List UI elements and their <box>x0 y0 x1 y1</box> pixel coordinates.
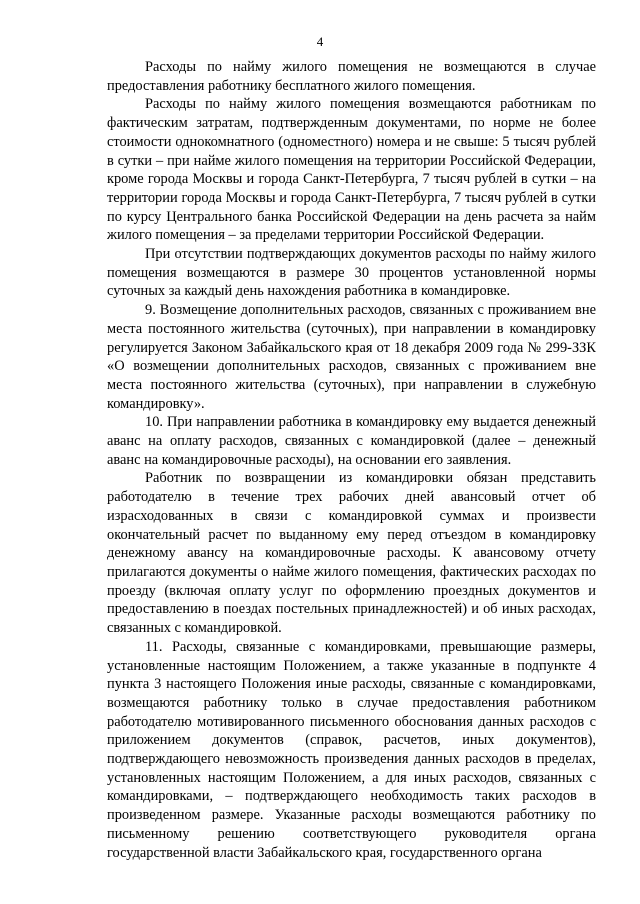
paragraph-item-11: 11. Расходы, связанные с командировками, превышающие размеры, установленные настоящим Положением, а также указанные в подпункте 4 пункта 3 настоящего Положения иные расходы, связанные с командировками, возмещаются работнику только в случае предоставления работником работодателю мотивированного письменного обоснования данных расходов с приложением документов (справок, расчетов, иных документов), подтверждающего невозможность произведения данных расходов в пределах, установленных настоящим Положением, а для иных расходов, связанных с командировками, – подтверждающего необходимость таких расходов в произведенном размере. Указанные расходы возмещаются работнику по письменному решению соответствующего руководителя органа государственной власти Забайкальского края, государственного органа <box>107 638 596 861</box>
paragraph-item-10: 10. При направлении работника в командировку ему выдается денежный аванс на оплату расходов, связанных с командировкой (далее – денежный аванс на командировочные расходы), на основании его заявления. <box>107 414 596 468</box>
page-number: 4 <box>316 34 324 49</box>
paragraph-item-9: 9. Возмещение дополнительных расходов, связанных с проживанием вне места постоянного жительства (суточных), при направлении в командировку регулируется Законом Забайкальского края от 18 декабря 2009 года № 299-ЗЗК «О возмещении дополнительных расходов, связанных с проживанием вне места постоянного жительства (суточных), при направлении в служебную командировку». <box>107 302 596 412</box>
paragraph-free-housing: Расходы по найму жилого помещения не возмещаются в случае предоставления работнику бесплатного жилого помещения. <box>107 59 596 94</box>
document-body <box>107 58 596 862</box>
paragraph-housing-rates: Расходы по найму жилого помещения возмещаются работникам по фактическим затратам, подтвержденным документами, по норме не более стоимости однокомнатного (одноместного) номера и не свыше: 5 тысяч рублей в сутки – при найме жилого помещения на территории Российской Федерации, кроме города Москвы и города Санкт-Петербурга, 7 тысяч рублей в сутки – на территории города Москвы и города Санкт-Петербурга, 7 тысяч рублей в сутки по курсу Центрального банка Российской Федерации на день расчета за найм жилого помещения – за пределами территории Российской Федерации. <box>107 96 596 244</box>
paragraph-no-documents: При отсутствии подтверждающих документов расходы по найму жилого помещения возмещаются в размере 30 процентов установленной нормы суточных за каждый день нахождения работника в командировке. <box>107 246 596 300</box>
paragraph-advance-report: Работник по возвращении из командировки обязан представить работодателю в течение трех рабочих дней авансовый отчет об израсходованных в связи с командировкой суммах и произвести окончательный расчет по выданному ему перед отъездом в командировку денежному авансу на командировочные расходы. К авансовому отчету прилагаются документы о найме жилого помещения, фактических расходах по проезду (включая оплату услуг по оформлению проездных документов и предоставлению в поездах постельных принадлежностей) и об иных расходах, связанных с командировкой. <box>107 470 596 637</box>
